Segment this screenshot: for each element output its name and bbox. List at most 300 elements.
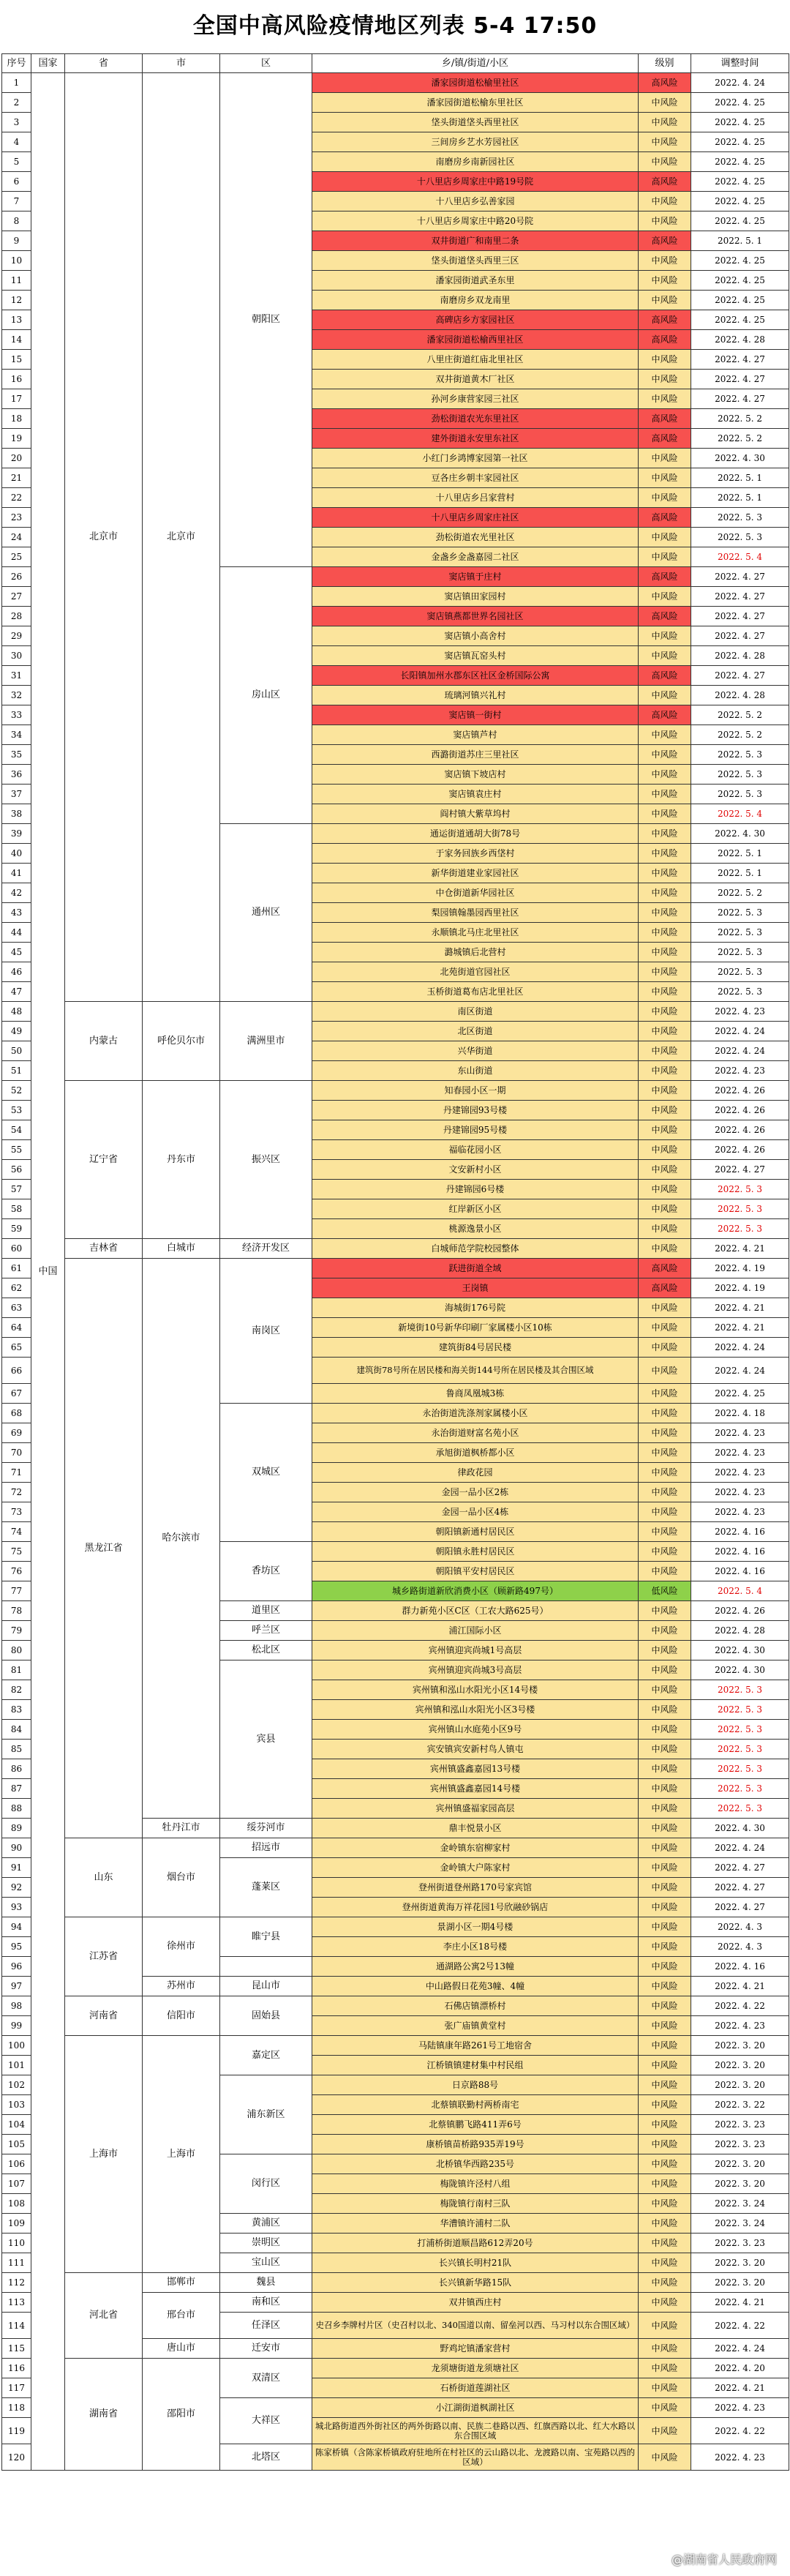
area-name: 宾州镇盛福家园高层: [312, 1799, 639, 1819]
area-name: 白城师范学院校园整体: [312, 1239, 639, 1259]
row-index: 105: [2, 2135, 31, 2154]
district-cell: 闵行区: [220, 2154, 312, 2214]
adjust-date: 2022. 5. 2: [691, 409, 789, 429]
row-index: 94: [2, 1917, 31, 1937]
area-name: 金园一品小区4栋: [312, 1502, 639, 1522]
risk-level: 中风险: [639, 1700, 691, 1720]
row-index: 47: [2, 982, 31, 1002]
area-name: 红岸新区小区: [312, 1199, 639, 1219]
area-name: 十八里店乡周家庄中路19号院: [312, 172, 639, 192]
risk-level: 中风险: [639, 923, 691, 943]
risk-level: 中风险: [639, 2016, 691, 2036]
adjust-date: 2022. 4. 24: [691, 73, 789, 93]
adjust-date: 2022. 4. 24: [691, 1338, 789, 1358]
area-name: 跃进街道全域: [312, 1259, 639, 1278]
area-name: 窦店镇芦村: [312, 725, 639, 745]
risk-level: 中风险: [639, 1819, 691, 1838]
adjust-date: 2022. 4. 25: [691, 251, 789, 271]
risk-area-table: [1, 53, 789, 2471]
adjust-date: 2022. 4. 25: [691, 93, 789, 113]
row-index: 65: [2, 1338, 31, 1358]
header-index: 序号: [2, 54, 31, 73]
area-name: 小红门乡鸿博家园第一社区: [312, 449, 639, 468]
district-cell: 任泽区: [220, 2313, 312, 2339]
row-index: 110: [2, 2234, 31, 2253]
table-row: [2, 1081, 789, 1101]
area-name: 永顺镇北马庄北里社区: [312, 923, 639, 943]
row-index: 64: [2, 1318, 31, 1338]
risk-level: 中风险: [639, 2234, 691, 2253]
risk-level: 中风险: [639, 844, 691, 864]
row-index: 34: [2, 725, 31, 745]
row-index: 81: [2, 1660, 31, 1680]
risk-level: 高风险: [639, 567, 691, 587]
adjust-date: 2022. 5. 4: [691, 547, 789, 567]
area-name: 承旭街道枫桥都小区: [312, 1443, 639, 1463]
city-cell: 白城市: [143, 1239, 220, 1259]
province-cell: 吉林省: [65, 1239, 143, 1259]
risk-level: 中风险: [639, 1522, 691, 1542]
risk-level: 中风险: [639, 1199, 691, 1219]
row-index: 42: [2, 883, 31, 903]
adjust-date: 2022. 4. 27: [691, 607, 789, 626]
area-name: 梨园镇翰墨园西里社区: [312, 903, 639, 923]
city-cell: 邵阳市: [143, 2359, 220, 2471]
header-area: 乡/镇/街道/小区: [312, 54, 639, 73]
row-index: 39: [2, 824, 31, 844]
risk-level: 中风险: [639, 488, 691, 508]
row-index: 45: [2, 943, 31, 962]
table-row: [2, 1996, 789, 2016]
risk-level: 中风险: [639, 350, 691, 370]
risk-level: 中风险: [639, 725, 691, 745]
area-name: 垡头街道垡头西里社区: [312, 113, 639, 132]
adjust-date: 2022. 4. 30: [691, 1660, 789, 1680]
row-index: 74: [2, 1522, 31, 1542]
province-cell: 内蒙古: [65, 1002, 143, 1081]
row-index: 14: [2, 330, 31, 350]
area-name: 丹建锦园95号楼: [312, 1120, 639, 1140]
risk-level: 中风险: [639, 1140, 691, 1160]
table-header-row: [2, 54, 789, 73]
area-name: 十八里店乡周家庄中路20号院: [312, 211, 639, 231]
area-name: 文安新村小区: [312, 1160, 639, 1180]
risk-level: 中风险: [639, 468, 691, 488]
risk-level: 高风险: [639, 607, 691, 626]
area-name: 新境街10号新华印刷厂家属楼小区10栋: [312, 1318, 639, 1338]
row-index: 97: [2, 1977, 31, 1996]
adjust-date: 2022. 4. 23: [691, 2444, 789, 2471]
header-city: 市: [143, 54, 220, 73]
district-cell: 经济开发区: [220, 1239, 312, 1259]
area-name: 宾州镇山水庭苑小区9号: [312, 1720, 639, 1740]
row-index: 91: [2, 1858, 31, 1878]
area-name: 孙河乡康营家园三社区: [312, 389, 639, 409]
adjust-date: 2022. 5. 4: [691, 1581, 789, 1601]
province-cell: 河北省: [65, 2273, 143, 2359]
risk-level: 中风险: [639, 211, 691, 231]
area-name: 兴华街道: [312, 1041, 639, 1061]
row-index: 12: [2, 291, 31, 310]
row-index: 108: [2, 2194, 31, 2214]
row-index: 103: [2, 2095, 31, 2115]
adjust-date: 2022. 5. 1: [691, 864, 789, 883]
risk-level: 中风险: [639, 943, 691, 962]
row-index: 52: [2, 1081, 31, 1101]
city-cell: 牡丹江市: [143, 1819, 220, 1838]
area-name: 北苑街道官园社区: [312, 962, 639, 982]
area-name: 东山街道: [312, 1061, 639, 1081]
city-cell: 丹东市: [143, 1081, 220, 1239]
risk-level: 中风险: [639, 1219, 691, 1239]
header-date: 调整时间: [691, 54, 789, 73]
adjust-date: 2022. 4. 27: [691, 389, 789, 409]
adjust-date: 2022. 4. 25: [691, 113, 789, 132]
risk-level: 中风险: [639, 1081, 691, 1101]
area-name: 中仓街道新华园社区: [312, 883, 639, 903]
adjust-date: 2022. 4. 27: [691, 370, 789, 389]
row-index: 106: [2, 2154, 31, 2174]
table-row: [2, 1239, 789, 1259]
adjust-date: 2022. 5. 3: [691, 765, 789, 785]
risk-level: 中风险: [639, 2273, 691, 2293]
risk-level: 中风险: [639, 1641, 691, 1660]
risk-level: 中风险: [639, 1239, 691, 1259]
area-name: 窦店镇瓦窑头村: [312, 646, 639, 666]
row-index: 79: [2, 1621, 31, 1641]
row-index: 37: [2, 785, 31, 804]
row-index: 116: [2, 2359, 31, 2378]
adjust-date: 2022. 4. 3: [691, 1917, 789, 1937]
adjust-date: 2022. 4. 23: [691, 1463, 789, 1483]
risk-level: 中风险: [639, 1977, 691, 1996]
adjust-date: 2022. 4. 27: [691, 1858, 789, 1878]
row-index: 63: [2, 1298, 31, 1318]
risk-level: 中风险: [639, 2313, 691, 2339]
adjust-date: 2022. 3. 20: [691, 2253, 789, 2273]
risk-level: 中风险: [639, 864, 691, 883]
risk-level: 中风险: [639, 1298, 691, 1318]
risk-level: 中风险: [639, 1601, 691, 1621]
risk-level: 中风险: [639, 1917, 691, 1937]
adjust-date: 2022. 4. 27: [691, 350, 789, 370]
table-row: [2, 2036, 789, 2056]
area-name: 垡头街道垡头西里三区: [312, 251, 639, 271]
risk-level: 中风险: [639, 1120, 691, 1140]
adjust-date: 2022. 4. 27: [691, 626, 789, 646]
district-cell: 宝山区: [220, 2253, 312, 2273]
row-index: 3: [2, 113, 31, 132]
adjust-date: 2022. 4. 16: [691, 1957, 789, 1977]
adjust-date: 2022. 5. 1: [691, 231, 789, 251]
adjust-date: 2022. 4. 25: [691, 132, 789, 152]
row-index: 10: [2, 251, 31, 271]
adjust-date: 2022. 4. 21: [691, 1239, 789, 1259]
adjust-date: 2022. 4. 20: [691, 2359, 789, 2378]
adjust-date: 2022. 3. 20: [691, 2154, 789, 2174]
adjust-date: 2022. 5. 2: [691, 725, 789, 745]
area-name: 于家务回族乡西垡村: [312, 844, 639, 864]
area-name: 通运街道通胡大街78号: [312, 824, 639, 844]
area-name: 宾安镇宾安新村鸟人镇屯: [312, 1740, 639, 1759]
risk-level: 中风险: [639, 1542, 691, 1562]
row-index: 8: [2, 211, 31, 231]
district-cell: 道里区: [220, 1601, 312, 1621]
adjust-date: 2022. 4. 25: [691, 192, 789, 211]
risk-level: 中风险: [639, 745, 691, 765]
row-index: 93: [2, 1898, 31, 1917]
risk-level: 中风险: [639, 2378, 691, 2398]
risk-level: 中风险: [639, 587, 691, 607]
area-name: 阎村镇大紫草坞村: [312, 804, 639, 824]
city-cell: 唐山市: [143, 2339, 220, 2359]
row-index: 86: [2, 1759, 31, 1779]
area-name: 劲松街道农光东里社区: [312, 409, 639, 429]
adjust-date: 2022. 4. 25: [691, 1384, 789, 1404]
district-cell: 招远市: [220, 1838, 312, 1858]
risk-level: 中风险: [639, 1720, 691, 1740]
risk-level: 中风险: [639, 2359, 691, 2378]
adjust-date: 2022. 4. 21: [691, 1298, 789, 1318]
adjust-date: 2022. 3. 20: [691, 2273, 789, 2293]
adjust-date: 2022. 3. 20: [691, 2056, 789, 2075]
area-name: 鲁商凤凰城3栋: [312, 1384, 639, 1404]
province-cell: 湖南省: [65, 2359, 143, 2471]
row-index: 1: [2, 73, 31, 93]
area-name: 海城街176号院: [312, 1298, 639, 1318]
adjust-date: 2022. 4. 25: [691, 152, 789, 172]
adjust-date: 2022. 3. 23: [691, 2115, 789, 2135]
adjust-date: 2022. 4. 26: [691, 1081, 789, 1101]
risk-level: 中风险: [639, 1878, 691, 1898]
row-index: 55: [2, 1140, 31, 1160]
row-index: 24: [2, 528, 31, 547]
risk-level: 中风险: [639, 1443, 691, 1463]
risk-level: 中风险: [639, 626, 691, 646]
row-index: 27: [2, 587, 31, 607]
row-index: 85: [2, 1740, 31, 1759]
area-name: 窦店镇袁庄村: [312, 785, 639, 804]
row-index: 115: [2, 2339, 31, 2359]
area-name: 八里庄街道红庙北里社区: [312, 350, 639, 370]
risk-level: 中风险: [639, 883, 691, 903]
adjust-date: 2022. 4. 24: [691, 2339, 789, 2359]
area-name: 通湖路公寓2号13幢: [312, 1957, 639, 1977]
row-index: 2: [2, 93, 31, 113]
adjust-date: 2022. 5. 3: [691, 1759, 789, 1779]
area-name: 建外街道永安里东社区: [312, 429, 639, 449]
risk-level: 中风险: [639, 2056, 691, 2075]
adjust-date: 2022. 4. 24: [691, 1022, 789, 1041]
district-cell: 浦东新区: [220, 2075, 312, 2154]
row-index: 99: [2, 2016, 31, 2036]
risk-level: 中风险: [639, 824, 691, 844]
area-name: 新华街道建业家园社区: [312, 864, 639, 883]
risk-level: 低风险: [639, 1581, 691, 1601]
risk-level: 高风险: [639, 310, 691, 330]
adjust-date: 2022. 4. 27: [691, 567, 789, 587]
province-cell: 江苏省: [65, 1917, 143, 1996]
adjust-date: 2022. 4. 27: [691, 587, 789, 607]
row-index: 62: [2, 1278, 31, 1298]
risk-level: 中风险: [639, 1621, 691, 1641]
country-cell: 中国: [31, 73, 65, 2471]
area-name: 律政花园: [312, 1463, 639, 1483]
risk-level: 中风险: [639, 1463, 691, 1483]
risk-level: 中风险: [639, 2339, 691, 2359]
risk-level: 中风险: [639, 2293, 691, 2313]
risk-level: 中风险: [639, 1160, 691, 1180]
area-name: 朝阳镇永胜村居民区: [312, 1542, 639, 1562]
row-index: 23: [2, 508, 31, 528]
risk-level: 高风险: [639, 231, 691, 251]
area-name: 十八里店乡吕家营村: [312, 488, 639, 508]
adjust-date: 2022. 4. 28: [691, 646, 789, 666]
adjust-date: 2022. 4. 28: [691, 330, 789, 350]
district-cell: 魏县: [220, 2273, 312, 2293]
row-index: 70: [2, 1443, 31, 1463]
province-cell: 河南省: [65, 1996, 143, 2036]
district-cell: 睢宁县: [220, 1917, 312, 1957]
area-name: 华漕镇许浦村二队: [312, 2214, 639, 2234]
table-body: [2, 73, 789, 2471]
risk-level: 中风险: [639, 2194, 691, 2214]
row-index: 15: [2, 350, 31, 370]
area-name: 豆各庄乡朝丰家园社区: [312, 468, 639, 488]
adjust-date: 2022. 4. 24: [691, 1358, 789, 1384]
district-cell: 嘉定区: [220, 2036, 312, 2075]
risk-level: 中风险: [639, 982, 691, 1002]
area-name: 南区街道: [312, 1002, 639, 1022]
area-name: 登州街道登州路170号家宾馆: [312, 1878, 639, 1898]
area-name: 丹建锦园93号楼: [312, 1101, 639, 1120]
area-name: 丹建锦园6号楼: [312, 1180, 639, 1199]
table-row: [2, 2359, 789, 2378]
table-row: [2, 1259, 789, 1278]
area-name: 城北路街道西外街社区的两外街路以南、民族二巷路以西、红旗西路以北、红大水路以东合围区域: [312, 2418, 639, 2444]
risk-level: 中风险: [639, 1898, 691, 1917]
adjust-date: 2022. 5. 3: [691, 1180, 789, 1199]
adjust-date: 2022. 5. 3: [691, 982, 789, 1002]
risk-level: 中风险: [639, 2095, 691, 2115]
area-name: 石桥街道莲湖社区: [312, 2378, 639, 2398]
area-name: 打浦桥街道顺昌路612弄20号: [312, 2234, 639, 2253]
area-name: 南磨房乡双龙南里: [312, 291, 639, 310]
area-name: 陈家桥镇（含陈家桥镇政府驻地所在村社区的云山路以北、龙渡路以南、宝苑路以西的区域）: [312, 2444, 639, 2471]
adjust-date: 2022. 5. 3: [691, 923, 789, 943]
risk-level: 高风险: [639, 409, 691, 429]
row-index: 26: [2, 567, 31, 587]
area-name: 张广庙镇黄堂村: [312, 2016, 639, 2036]
risk-level: 高风险: [639, 1259, 691, 1278]
risk-level: 中风险: [639, 2154, 691, 2174]
district-cell: 昆山市: [220, 1977, 312, 1996]
row-index: 119: [2, 2418, 31, 2444]
risk-level: 中风险: [639, 1423, 691, 1443]
row-index: 96: [2, 1957, 31, 1977]
adjust-date: 2022. 4. 30: [691, 824, 789, 844]
risk-level: 中风险: [639, 2253, 691, 2273]
area-name: 窦店镇下坡店村: [312, 765, 639, 785]
risk-level: 中风险: [639, 1957, 691, 1977]
risk-level: 中风险: [639, 1996, 691, 2016]
row-index: 19: [2, 429, 31, 449]
area-name: 琉璃河镇兴礼村: [312, 686, 639, 705]
district-cell: 崇明区: [220, 2234, 312, 2253]
district-cell: 绥芬河市: [220, 1819, 312, 1838]
adjust-date: 2022. 5. 1: [691, 488, 789, 508]
risk-level: 中风险: [639, 1061, 691, 1081]
risk-level: 中风险: [639, 152, 691, 172]
adjust-date: 2022. 4. 26: [691, 1101, 789, 1120]
row-index: 25: [2, 547, 31, 567]
district-cell: 北塔区: [220, 2444, 312, 2471]
row-index: 60: [2, 1239, 31, 1259]
area-name: 宾州镇迎宾尚城1号高层: [312, 1641, 639, 1660]
risk-level: 高风险: [639, 666, 691, 686]
city-cell: 信阳市: [143, 1996, 220, 2036]
area-name: 高碑店乡方家园社区: [312, 310, 639, 330]
adjust-date: 2022. 4. 21: [691, 1318, 789, 1338]
city-cell: 邯郸市: [143, 2273, 220, 2293]
risk-level: 高风险: [639, 429, 691, 449]
adjust-date: 2022. 3. 22: [691, 2095, 789, 2115]
adjust-date: 2022. 4. 23: [691, 2398, 789, 2418]
adjust-date: 2022. 4. 25: [691, 172, 789, 192]
area-name: 潘家园街道松榆东里社区: [312, 93, 639, 113]
adjust-date: 2022. 5. 2: [691, 705, 789, 725]
area-name: 建筑街78号所在居民楼和海关街144号所在居民楼及其合围区域: [312, 1358, 639, 1384]
risk-level: 中风险: [639, 1483, 691, 1502]
table-row: [2, 1917, 789, 1937]
risk-level: 高风险: [639, 1278, 691, 1298]
row-index: 49: [2, 1022, 31, 1041]
area-name: 城乡路街道新欣消费小区（顾新路497号）: [312, 1581, 639, 1601]
risk-level: 中风险: [639, 1680, 691, 1700]
area-name: 桃源逸景小区: [312, 1219, 639, 1239]
area-name: 宾州镇迎宾尚城3号高层: [312, 1660, 639, 1680]
risk-level: 中风险: [639, 389, 691, 409]
area-name: 潘家园街道松榆西里社区: [312, 330, 639, 350]
row-index: 76: [2, 1562, 31, 1581]
area-name: 北区街道: [312, 1022, 639, 1041]
page-title: 全国中高风险疫情地区列表 5-4 17:50: [192, 13, 598, 39]
risk-level: 中风险: [639, 2075, 691, 2095]
row-index: 95: [2, 1937, 31, 1957]
adjust-date: 2022. 4. 25: [691, 291, 789, 310]
area-name: 康桥镇苗桥路935弄19号: [312, 2135, 639, 2154]
area-name: 三间房乡艺水芳园社区: [312, 132, 639, 152]
risk-level: 中风险: [639, 370, 691, 389]
risk-level: 中风险: [639, 646, 691, 666]
row-index: 9: [2, 231, 31, 251]
adjust-date: 2022. 5. 3: [691, 1219, 789, 1239]
row-index: 78: [2, 1601, 31, 1621]
area-name: 永治街道财富名苑小区: [312, 1423, 639, 1443]
row-index: 35: [2, 745, 31, 765]
risk-level: 高风险: [639, 508, 691, 528]
adjust-date: 2022. 5. 3: [691, 785, 789, 804]
district-cell: 振兴区: [220, 1081, 312, 1239]
risk-level: 中风险: [639, 547, 691, 567]
risk-level: 中风险: [639, 192, 691, 211]
adjust-date: 2022. 5. 3: [691, 1199, 789, 1219]
area-name: 金岭镇大户陈家村: [312, 1858, 639, 1878]
city-cell: 呼伦贝尔市: [143, 1002, 220, 1081]
area-name: 宾州镇盛鑫嘉园13号楼: [312, 1759, 639, 1779]
row-index: 44: [2, 923, 31, 943]
row-index: 111: [2, 2253, 31, 2273]
